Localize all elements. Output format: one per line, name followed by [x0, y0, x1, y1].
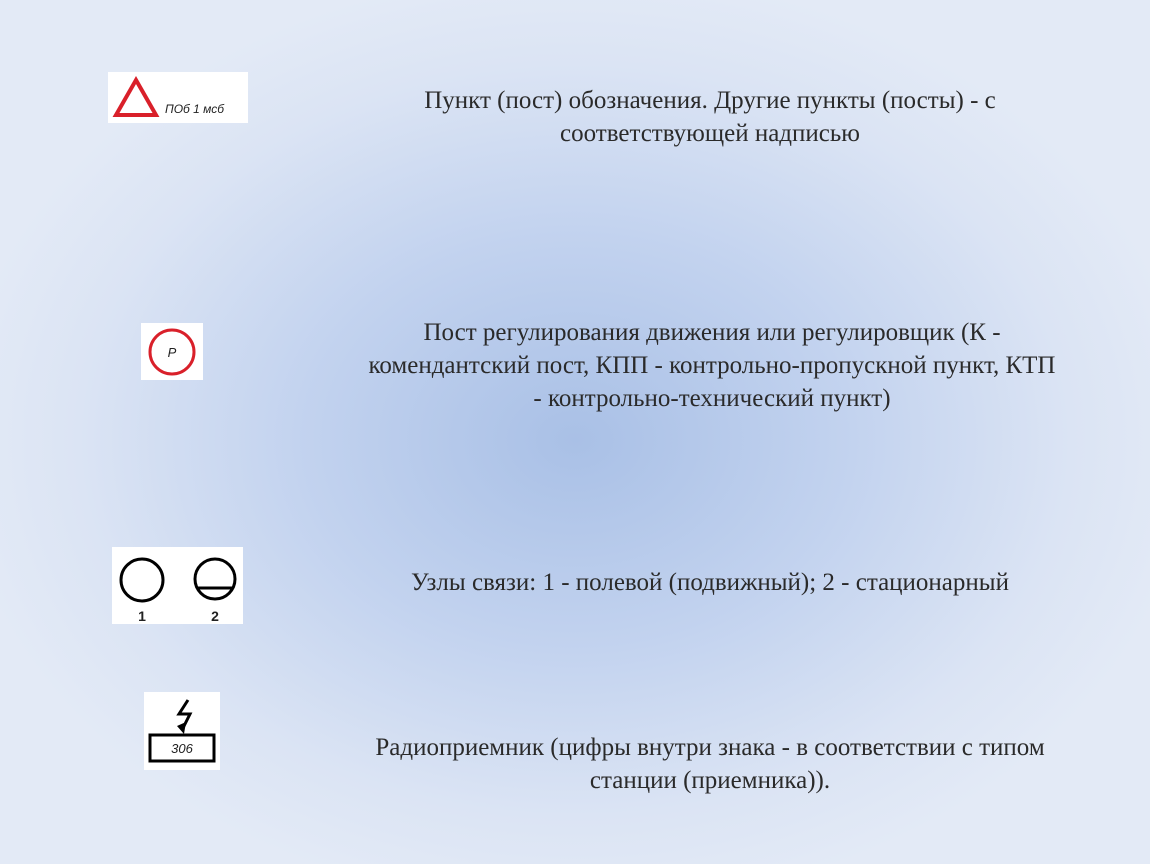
observation-post-symbol: [108, 72, 248, 123]
description-line: Пункт (пост) обозначения. Другие пункты (посты) - с: [424, 87, 996, 114]
observation-post-description: [300, 84, 1120, 150]
description-line: Узлы связи: 1 - полевой (подвижный); 2 - стационарный: [411, 569, 1009, 596]
radio-receiver-description: [290, 731, 1130, 797]
communication-nodes-symbol: [112, 547, 243, 624]
communication-nodes-description: [320, 566, 1100, 599]
radio-receiver-icon: [144, 692, 220, 770]
description-line: Пост регулирования движения или регулировщик (К -: [423, 319, 1001, 346]
symbol-label: 306: [171, 741, 193, 756]
circle-p-icon: [141, 323, 203, 380]
triangle-icon: [108, 72, 248, 123]
symbol-label: ПОб 1 мсб: [165, 102, 224, 116]
symbol-label: Р: [167, 345, 177, 360]
description-line: комендантский пост, КПП - контрольно-пропускной пункт, КТП: [368, 352, 1056, 379]
description-line: станции (приемника)).: [589, 767, 831, 794]
description-line: соответствующей надписью: [560, 120, 860, 147]
symbol-label: 2: [211, 608, 219, 624]
traffic-control-post-symbol: [141, 323, 203, 380]
description-line: - контрольно-технический пункт): [533, 385, 891, 412]
traffic-control-post-description: [292, 316, 1132, 415]
description-line: Радиоприемник (цифры внутри знака - в соответствии с типом: [375, 734, 1045, 761]
communication-nodes-icon: [112, 547, 243, 624]
radio-receiver-symbol: [144, 692, 220, 770]
symbol-label: 1: [138, 608, 146, 624]
